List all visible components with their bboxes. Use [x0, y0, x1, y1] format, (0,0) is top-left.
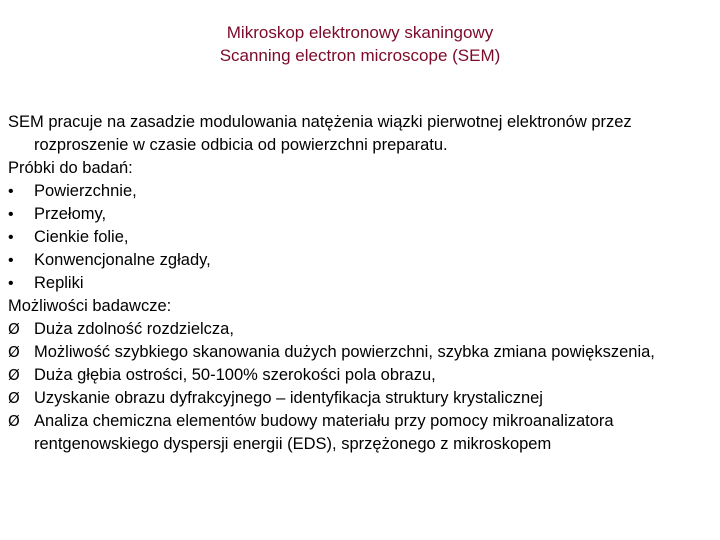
arrow-bullet-icon: Ø [8, 343, 20, 361]
intro-line-1: SEM pracuje na zasadzie modulowania natężenia wiązki pierwotnej elektronów przez [8, 113, 632, 131]
list-item [8, 364, 720, 387]
samples-heading: Próbki do badań: [8, 159, 133, 177]
list-item [8, 387, 720, 410]
list-item-text: Uzyskanie obrazu dyfrakcyjnego – identyfikacja struktury krystalicznej [34, 389, 543, 407]
list-item-text: Przełomy, [34, 205, 107, 223]
samples-list [8, 180, 720, 295]
list-item-text: Analiza chemiczna elementów budowy materiału przy pomocy mikroanalizatora [34, 412, 614, 430]
arrow-bullet-icon: Ø [8, 366, 20, 384]
bullet-icon: • [8, 183, 14, 200]
bullet-icon: • [8, 252, 14, 269]
intro-line-2: rozproszenie w czasie odbicia od powierzchni preparatu. [34, 136, 448, 154]
list-item [8, 341, 720, 364]
slide-title [0, 21, 720, 67]
list-item [8, 203, 720, 226]
title-english: Scanning electron microscope (SEM) [219, 46, 501, 65]
list-item-text: Konwencjonalne zgłady, [34, 251, 211, 269]
list-item-text: Repliki [34, 274, 84, 292]
list-item-text: Cienkie folie, [34, 228, 129, 246]
bullet-icon: • [8, 229, 14, 246]
list-item-text: Powierzchnie, [34, 182, 137, 200]
capabilities-list [8, 318, 720, 456]
list-item [8, 180, 720, 203]
list-item [8, 272, 720, 295]
bullet-icon: • [8, 275, 14, 292]
bullet-icon: • [8, 206, 14, 223]
arrow-bullet-icon: Ø [8, 389, 20, 407]
list-item [8, 318, 720, 341]
list-item [8, 410, 720, 456]
list-item-text-continuation: rentgenowskiego dyspersji energii (EDS), sprzężonego z mikroskopem [34, 435, 552, 453]
list-item-text: Duża głębia ostrości, 50-100% szerokości pola obrazu, [34, 366, 436, 384]
arrow-bullet-icon: Ø [8, 412, 20, 430]
title-polish: Mikroskop elektronowy skaningowy [226, 23, 494, 42]
list-item [8, 249, 720, 272]
capabilities-heading: Możliwości badawcze: [8, 297, 172, 315]
arrow-bullet-icon: Ø [8, 320, 20, 338]
list-item-text: Możliwość szybkiego skanowania dużych powierzchni, szybka zmiana powiększenia, [34, 343, 655, 361]
list-item [8, 226, 720, 249]
slide-body [8, 111, 720, 456]
list-item-text: Duża zdolność rozdzielcza, [34, 320, 234, 338]
